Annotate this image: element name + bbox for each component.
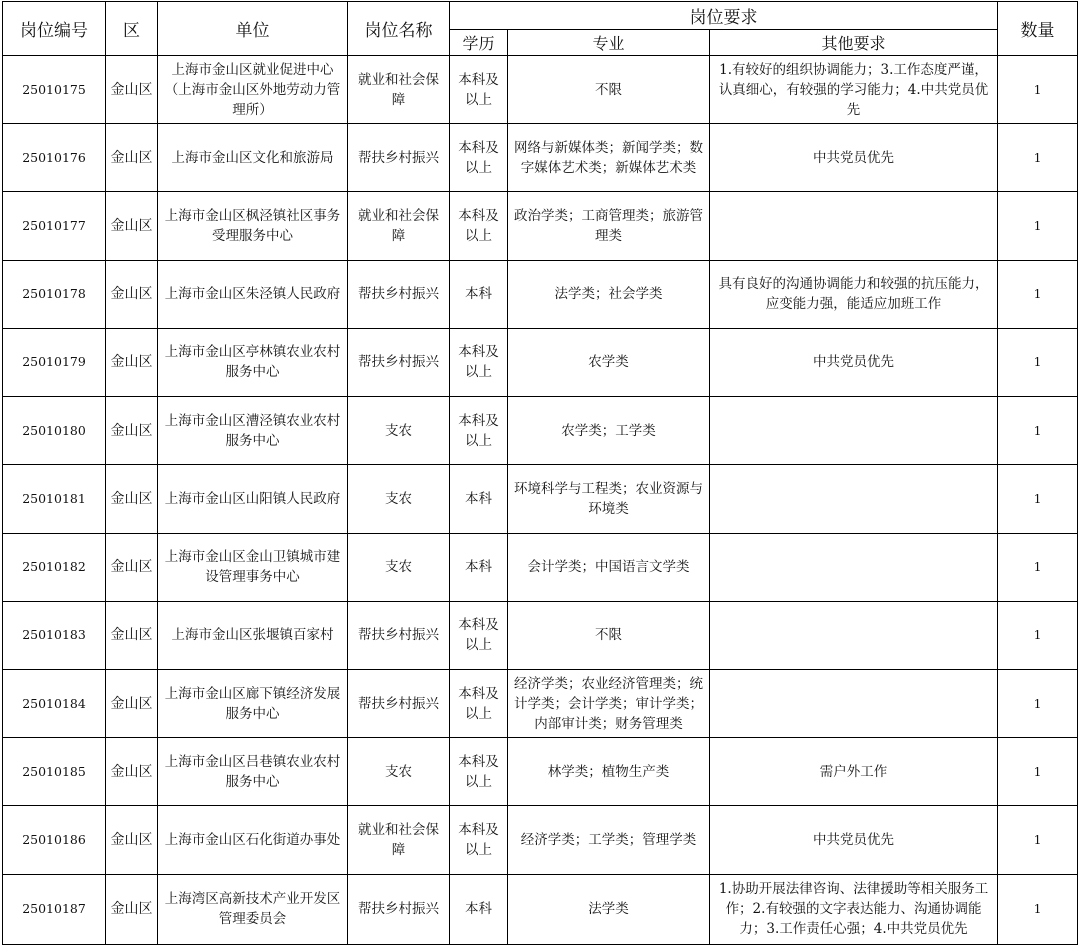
other-requirements-cell: 1.有较好的组织协调能力；3.工作态度严谨，认真细心，有较强的学习能力；4.中共党员优先 bbox=[710, 56, 998, 124]
count-cell: 1 bbox=[998, 192, 1078, 260]
count-cell: 1 bbox=[998, 669, 1078, 737]
education-cell: 本科及以上 bbox=[450, 397, 508, 465]
education-cell: 本科及以上 bbox=[450, 806, 508, 874]
count-cell: 1 bbox=[998, 874, 1078, 944]
unit-cell: 上海市金山区文化和旅游局 bbox=[158, 124, 348, 192]
job-id-cell: 25010181 bbox=[3, 465, 106, 533]
job-name-cell: 支农 bbox=[348, 738, 450, 806]
table-row bbox=[3, 465, 1078, 533]
job-id-cell: 25010186 bbox=[3, 806, 106, 874]
table-row bbox=[3, 738, 1078, 806]
unit-cell: 上海市金山区就业促进中心（上海市金山区外地劳动力管理所） bbox=[158, 56, 348, 124]
other-requirements-cell: 中共党员优先 bbox=[710, 124, 998, 192]
job-name-cell: 帮扶乡村振兴 bbox=[348, 124, 450, 192]
job-id-cell: 25010187 bbox=[3, 874, 106, 944]
job-id-cell: 25010177 bbox=[3, 192, 106, 260]
table-row bbox=[3, 328, 1078, 396]
education-cell: 本科 bbox=[450, 260, 508, 328]
major-cell: 不限 bbox=[508, 601, 710, 669]
education-cell: 本科及以上 bbox=[450, 738, 508, 806]
count-cell: 1 bbox=[998, 397, 1078, 465]
table-row bbox=[3, 56, 1078, 124]
header-other: 其他要求 bbox=[710, 30, 998, 56]
table-row bbox=[3, 533, 1078, 601]
district-cell: 金山区 bbox=[106, 601, 158, 669]
header-job-name: 岗位名称 bbox=[348, 2, 450, 56]
table-row bbox=[3, 192, 1078, 260]
unit-cell: 上海市金山区漕泾镇农业农村服务中心 bbox=[158, 397, 348, 465]
district-cell: 金山区 bbox=[106, 124, 158, 192]
other-requirements-cell bbox=[710, 465, 998, 533]
job-name-cell: 支农 bbox=[348, 533, 450, 601]
job-name-cell: 帮扶乡村振兴 bbox=[348, 260, 450, 328]
unit-cell: 上海市金山区朱泾镇人民政府 bbox=[158, 260, 348, 328]
major-cell: 林学类；植物生产类 bbox=[508, 738, 710, 806]
major-cell: 法学类；社会学类 bbox=[508, 260, 710, 328]
count-cell: 1 bbox=[998, 533, 1078, 601]
district-cell: 金山区 bbox=[106, 397, 158, 465]
district-cell: 金山区 bbox=[106, 465, 158, 533]
major-cell: 环境科学与工程类；农业资源与环境类 bbox=[508, 465, 710, 533]
job-table bbox=[2, 1, 1078, 945]
header-job-id: 岗位编号 bbox=[3, 2, 106, 56]
unit-cell: 上海市金山区山阳镇人民政府 bbox=[158, 465, 348, 533]
job-name-cell: 支农 bbox=[348, 465, 450, 533]
job-id-cell: 25010185 bbox=[3, 738, 106, 806]
major-cell: 政治学类；工商管理类；旅游管理类 bbox=[508, 192, 710, 260]
unit-cell: 上海市金山区亭林镇农业农村服务中心 bbox=[158, 328, 348, 396]
job-name-cell: 支农 bbox=[348, 397, 450, 465]
job-id-cell: 25010184 bbox=[3, 669, 106, 737]
count-cell: 1 bbox=[998, 806, 1078, 874]
district-cell: 金山区 bbox=[106, 56, 158, 124]
header-education: 学历 bbox=[450, 30, 508, 56]
district-cell: 金山区 bbox=[106, 669, 158, 737]
job-id-cell: 25010178 bbox=[3, 260, 106, 328]
education-cell: 本科 bbox=[450, 465, 508, 533]
table-row bbox=[3, 874, 1078, 944]
job-name-cell: 就业和社会保障 bbox=[348, 806, 450, 874]
unit-cell: 上海湾区高新技术产业开发区管理委员会 bbox=[158, 874, 348, 944]
job-name-cell: 帮扶乡村振兴 bbox=[348, 669, 450, 737]
other-requirements-cell: 具有良好的沟通协调能力和较强的抗压能力，应变能力强，能适应加班工作 bbox=[710, 260, 998, 328]
major-cell: 网络与新媒体类；新闻学类；数字媒体艺术类；新媒体艺术类 bbox=[508, 124, 710, 192]
other-requirements-cell bbox=[710, 533, 998, 601]
district-cell: 金山区 bbox=[106, 260, 158, 328]
district-cell: 金山区 bbox=[106, 192, 158, 260]
major-cell: 经济学类；工学类；管理学类 bbox=[508, 806, 710, 874]
count-cell: 1 bbox=[998, 328, 1078, 396]
table-row bbox=[3, 260, 1078, 328]
other-requirements-cell: 中共党员优先 bbox=[710, 328, 998, 396]
unit-cell: 上海市金山区吕巷镇农业农村服务中心 bbox=[158, 738, 348, 806]
major-cell: 不限 bbox=[508, 56, 710, 124]
other-requirements-cell: 1.协助开展法律咨询、法律援助等相关服务工作；2.有较强的文字表达能力、沟通协调能力；3.工作责任心强；4.中共党员优先 bbox=[710, 874, 998, 944]
header-major: 专业 bbox=[508, 30, 710, 56]
job-name-cell: 就业和社会保障 bbox=[348, 192, 450, 260]
other-requirements-cell bbox=[710, 669, 998, 737]
other-requirements-cell bbox=[710, 601, 998, 669]
job-id-cell: 25010182 bbox=[3, 533, 106, 601]
unit-cell: 上海市金山区金山卫镇城市建设管理事务中心 bbox=[158, 533, 348, 601]
job-id-cell: 25010176 bbox=[3, 124, 106, 192]
table-row bbox=[3, 601, 1078, 669]
major-cell: 经济学类；农业经济管理类；统计学类；会计学类；审计学类；内部审计类；财务管理类 bbox=[508, 669, 710, 737]
header-count: 数量 bbox=[998, 2, 1078, 56]
job-name-cell: 帮扶乡村振兴 bbox=[348, 328, 450, 396]
major-cell: 会计学类；中国语言文学类 bbox=[508, 533, 710, 601]
unit-cell: 上海市金山区枫泾镇社区事务受理服务中心 bbox=[158, 192, 348, 260]
table-body bbox=[3, 56, 1078, 945]
education-cell: 本科及以上 bbox=[450, 124, 508, 192]
count-cell: 1 bbox=[998, 601, 1078, 669]
job-name-cell: 帮扶乡村振兴 bbox=[348, 601, 450, 669]
header-unit: 单位 bbox=[158, 2, 348, 56]
district-cell: 金山区 bbox=[106, 874, 158, 944]
education-cell: 本科 bbox=[450, 533, 508, 601]
major-cell: 农学类 bbox=[508, 328, 710, 396]
job-id-cell: 25010179 bbox=[3, 328, 106, 396]
education-cell: 本科及以上 bbox=[450, 669, 508, 737]
header-requirements: 岗位要求 bbox=[450, 2, 998, 30]
education-cell: 本科及以上 bbox=[450, 601, 508, 669]
district-cell: 金山区 bbox=[106, 328, 158, 396]
count-cell: 1 bbox=[998, 124, 1078, 192]
district-cell: 金山区 bbox=[106, 533, 158, 601]
header-district: 区 bbox=[106, 2, 158, 56]
job-id-cell: 25010183 bbox=[3, 601, 106, 669]
table-row bbox=[3, 124, 1078, 192]
other-requirements-cell bbox=[710, 192, 998, 260]
district-cell: 金山区 bbox=[106, 738, 158, 806]
major-cell: 法学类 bbox=[508, 874, 710, 944]
major-cell: 农学类；工学类 bbox=[508, 397, 710, 465]
education-cell: 本科及以上 bbox=[450, 328, 508, 396]
table-header bbox=[3, 2, 1078, 56]
education-cell: 本科及以上 bbox=[450, 192, 508, 260]
unit-cell: 上海市金山区廊下镇经济发展服务中心 bbox=[158, 669, 348, 737]
count-cell: 1 bbox=[998, 738, 1078, 806]
district-cell: 金山区 bbox=[106, 806, 158, 874]
job-id-cell: 25010175 bbox=[3, 56, 106, 124]
unit-cell: 上海市金山区张堰镇百家村 bbox=[158, 601, 348, 669]
job-name-cell: 就业和社会保障 bbox=[348, 56, 450, 124]
other-requirements-cell bbox=[710, 397, 998, 465]
count-cell: 1 bbox=[998, 56, 1078, 124]
education-cell: 本科及以上 bbox=[450, 56, 508, 124]
job-name-cell: 帮扶乡村振兴 bbox=[348, 874, 450, 944]
table-row bbox=[3, 669, 1078, 737]
job-id-cell: 25010180 bbox=[3, 397, 106, 465]
unit-cell: 上海市金山区石化街道办事处 bbox=[158, 806, 348, 874]
other-requirements-cell: 需户外工作 bbox=[710, 738, 998, 806]
other-requirements-cell: 中共党员优先 bbox=[710, 806, 998, 874]
count-cell: 1 bbox=[998, 260, 1078, 328]
table-row bbox=[3, 397, 1078, 465]
count-cell: 1 bbox=[998, 465, 1078, 533]
table-row bbox=[3, 806, 1078, 874]
education-cell: 本科 bbox=[450, 874, 508, 944]
